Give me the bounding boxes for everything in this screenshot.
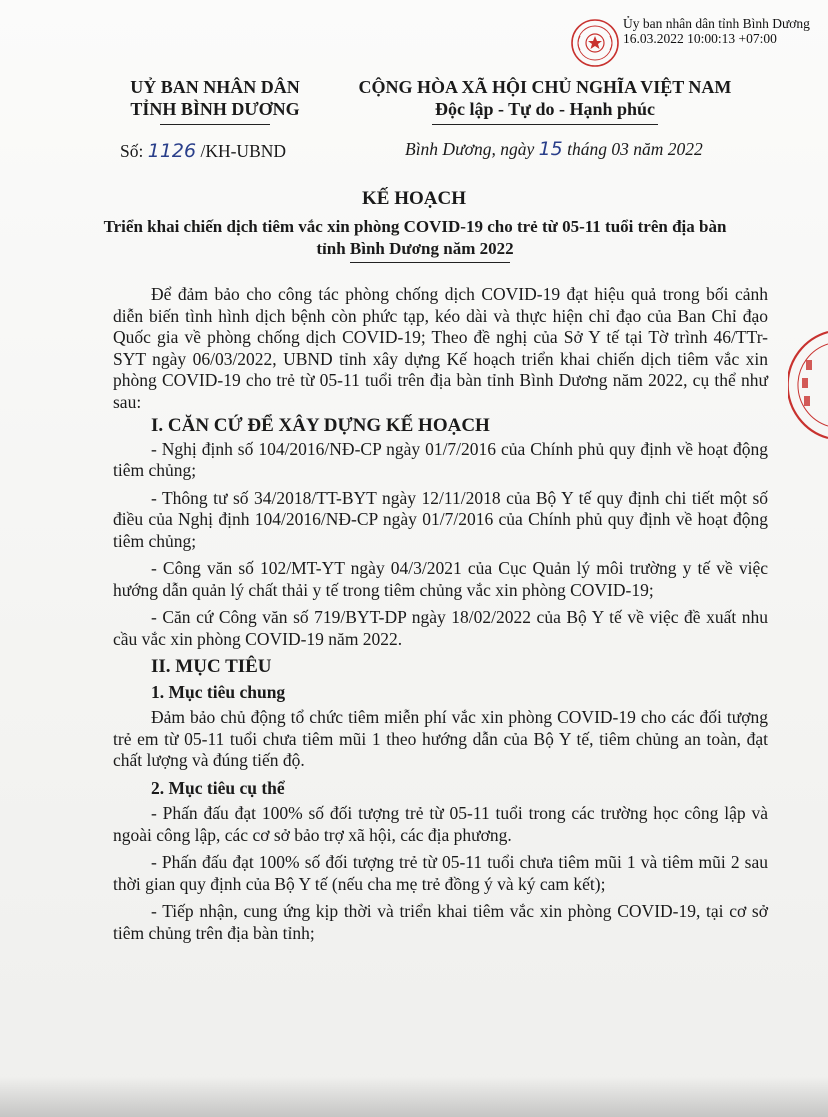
section-2-title: II. MỤC TIÊU	[151, 656, 272, 677]
subsection-2-title: 2. Mục tiêu cụ thể	[151, 777, 285, 798]
section-1-item: - Căn cứ Công văn số 719/BYT-DP ngày 18/02/2022 của Bộ Y tế về việc đề xuất nhu cầu vắc xin phòng COVID-19 năm 2022.	[113, 607, 768, 649]
number-prefix: Số:	[120, 141, 144, 161]
agency-underline	[160, 124, 270, 125]
seal-emblem-icon	[570, 18, 620, 68]
subsection-2-item: - Phấn đấu đạt 100% số đối tượng trẻ từ 05-11 tuổi trong các trường học công lập và ngoài công lập, các cơ sở bảo trợ xã hội, các địa phương.	[113, 803, 768, 845]
document-date	[405, 138, 703, 160]
subtitle-underline	[350, 262, 510, 263]
national-header	[340, 76, 750, 120]
digital-signature	[623, 16, 823, 46]
nation-line-1: CỘNG HÒA XÃ HỘI CHỦ NGHĨA VIỆT NAM	[358, 77, 732, 97]
subsection-2-item: - Phấn đấu đạt 100% số đối tượng trẻ từ 05-11 tuổi chưa tiêm mũi 1 và tiêm mũi 2 sau thời gian quy định của Bộ Y tế (nếu cha mẹ trẻ đồng ý và ký cam kết);	[113, 852, 768, 894]
intro-paragraph: Để đảm bảo cho công tác phòng chống dịch COVID-19 đạt hiệu quả trong bối cảnh diễn biến tình hình dịch bệnh còn phức tạp, kéo dài và thực hiện chỉ đạo của Ban Chỉ đạo Quốc gia về phòng chống dịch COVID-19; Theo đề nghị của Sở Y tế tại Tờ trình 46/TTr-SYT ngày 06/03/2022, UBND tỉnh xây dựng Kế hoạch triển khai chiến dịch tiêm vắc xin phòng COVID-19 cho trẻ từ 05-11 tuổi trên địa bàn tỉnh Bình Dương năm 2022, cụ thể như sau:	[113, 284, 768, 412]
nation-motto: Độc lập - Tự do - Hạnh phúc	[434, 99, 656, 119]
signature-timestamp: 16.03.2022 10:00:13 +07:00	[623, 31, 777, 46]
section-1-item: - Thông tư số 34/2018/TT-BYT ngày 12/11/2018 của Bộ Y tế quy định chi tiết một số điều của Nghị định 104/2016/NĐ-CP ngày 01/7/2016 của Chính phủ quy định về hoạt động tiêm chủng;	[113, 487, 768, 551]
subsection-2-item: - Tiếp nhận, cung ứng kịp thời và triển khai tiêm vắc xin phòng COVID-19, tại cơ sở tiêm chủng trên địa bàn tỉnh;	[113, 901, 768, 943]
agency-header	[100, 76, 330, 120]
section-1-item: - Nghị định số 104/2016/NĐ-CP ngày 01/7/2016 của Chính phủ quy định về hoạt động tiêm chủng;	[113, 438, 768, 480]
agency-line-2: TỈNH BÌNH DƯƠNG	[130, 99, 300, 119]
subsection-1-text: Đảm bảo chủ động tổ chức tiêm miễn phí vắc xin phòng COVID-19 cho các đối tượng trẻ em từ 05-11 tuổi chưa tiêm mũi 1 theo hướng dẫn của Bộ Y tế, tiêm chủng an toàn, đạt chất lượng và đúng tiến độ.	[113, 707, 768, 770]
section-1-title: I. CĂN CỨ ĐỂ XÂY DỰNG KẾ HOẠCH	[151, 415, 490, 436]
agency-line-1: UỶ BAN NHÂN DÂN	[130, 77, 300, 97]
number-suffix: /KH-UBND	[200, 141, 287, 161]
date-day: 15	[538, 138, 563, 160]
document-title: KẾ HOẠCH	[362, 188, 466, 209]
document-number	[120, 140, 286, 162]
number-handwritten: 1126	[147, 140, 197, 162]
date-prefix: Bình Dương, ngày	[405, 139, 535, 159]
subsection-1-title: 1. Mục tiêu chung	[151, 681, 286, 702]
page-bottom-shadow	[0, 1077, 828, 1117]
section-1-item: - Công văn số 102/MT-YT ngày 04/3/2021 của Cục Quản lý môi trường y tế về việc hướng dẫn quản lý chất thải y tế trong tiêm chủng vắc xin phòng COVID-19;	[113, 558, 768, 600]
document-body	[113, 284, 768, 944]
date-suffix: tháng 03 năm 2022	[567, 139, 703, 159]
stamp-edge-icon	[788, 330, 828, 440]
motto-underline	[432, 124, 658, 125]
document-subtitle: Triển khai chiến dịch tiêm vắc xin phòng COVID-19 cho trẻ từ 05-11 tuổi trên địa bàn tỉnh Bình Dương năm 2022	[103, 217, 727, 258]
signature-signer: Ủy ban nhân dân tỉnh Bình Dương	[623, 16, 810, 31]
